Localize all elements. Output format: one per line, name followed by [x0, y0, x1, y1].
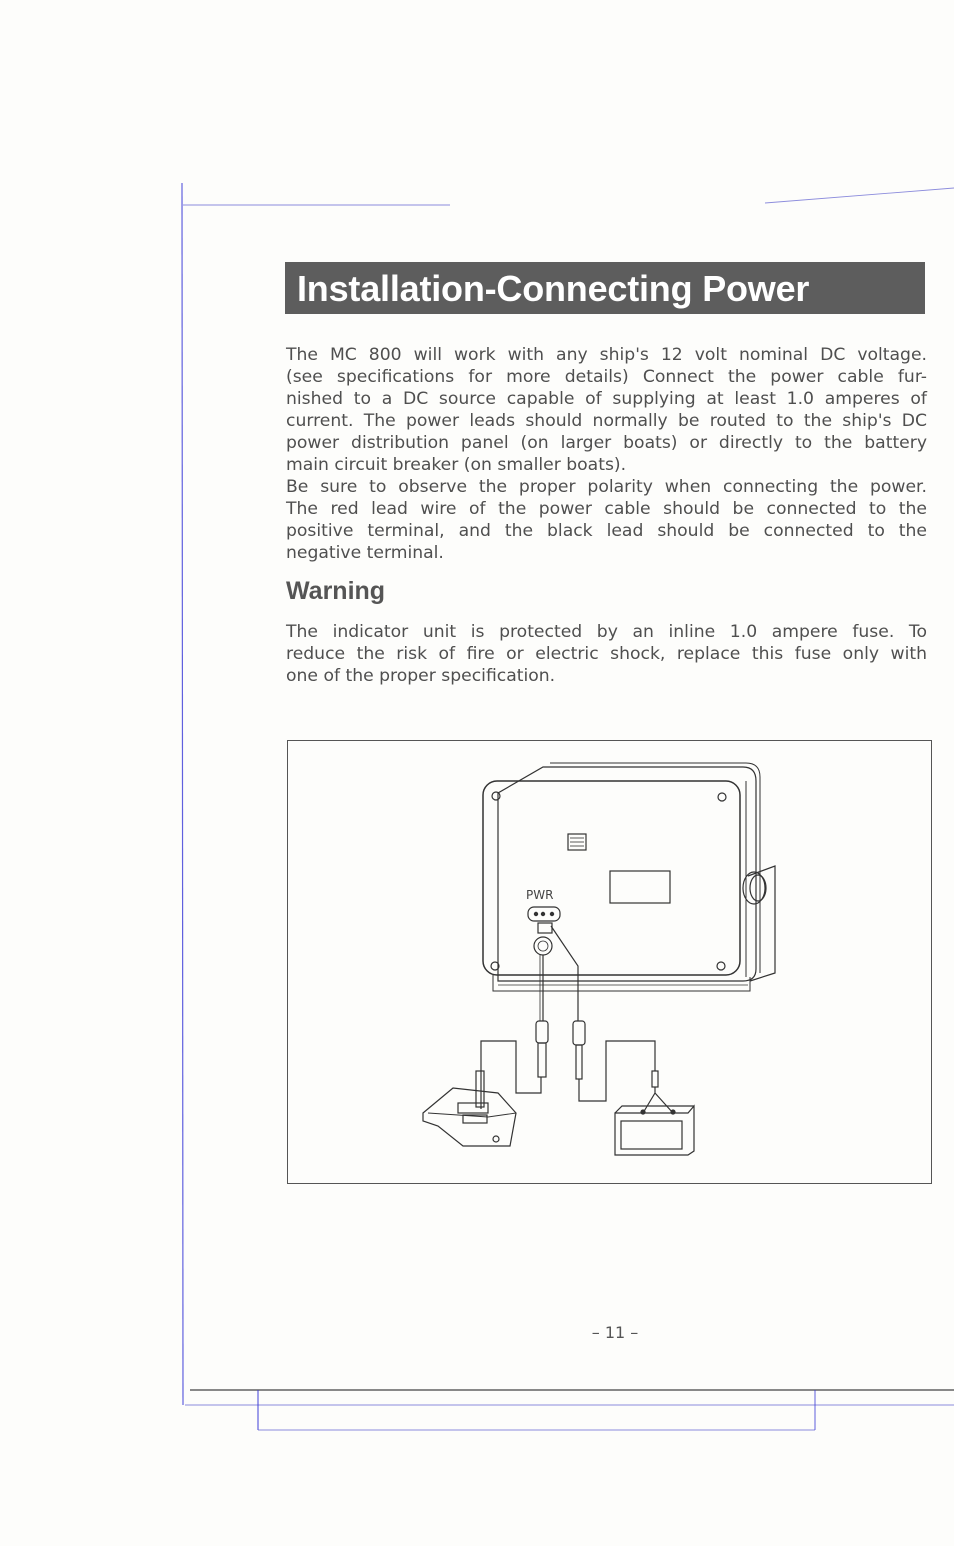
warning-heading: Warning [286, 577, 386, 605]
text-line: Be sure to observe the proper polarity when connecting the power. [286, 477, 927, 497]
connection-diagram [287, 740, 932, 1184]
text-line: (see specifications for more details) Connect the power cable fur- [286, 367, 927, 387]
text-line: The MC 800 will work with any ship's 12 volt nominal DC voltage. [286, 345, 927, 365]
text-line: current. The power leads should normally be routed to the ship's DC [286, 411, 927, 431]
power-cable [551, 926, 673, 1113]
transducer-cable [481, 955, 548, 1109]
transducer [423, 1071, 516, 1146]
warning-paragraph [286, 621, 927, 687]
text-line: positive terminal, and the black lead should be connected to the [286, 521, 927, 541]
text-line: The indicator unit is protected by an inline 1.0 ampere fuse. To [286, 622, 927, 642]
page-title: Installation-Connecting Power [285, 262, 925, 314]
text-line: negative terminal. [286, 543, 444, 563]
diagram-drawing [288, 741, 933, 1185]
text-line: The red lead wire of the power cable should be connected to the [286, 499, 927, 519]
text-line: main circuit breaker (on smaller boats). [286, 455, 627, 475]
indicator-unit [483, 763, 775, 991]
text-line: one of the proper specification. [286, 666, 556, 686]
text-line: nished to a DC source capable of supplying at least 1.0 amperes of [286, 389, 927, 409]
text-line: power distribution panel (on larger boats) or directly to the battery [286, 433, 927, 453]
battery [615, 1106, 694, 1155]
intro-paragraph [286, 344, 927, 476]
text-line: reduce the risk of fire or electric shock, replace this fuse only with [286, 644, 927, 664]
page-number: – 11 – [591, 1323, 639, 1342]
polarity-paragraph [286, 476, 927, 564]
pwr-connector-label: PWR [526, 888, 554, 902]
